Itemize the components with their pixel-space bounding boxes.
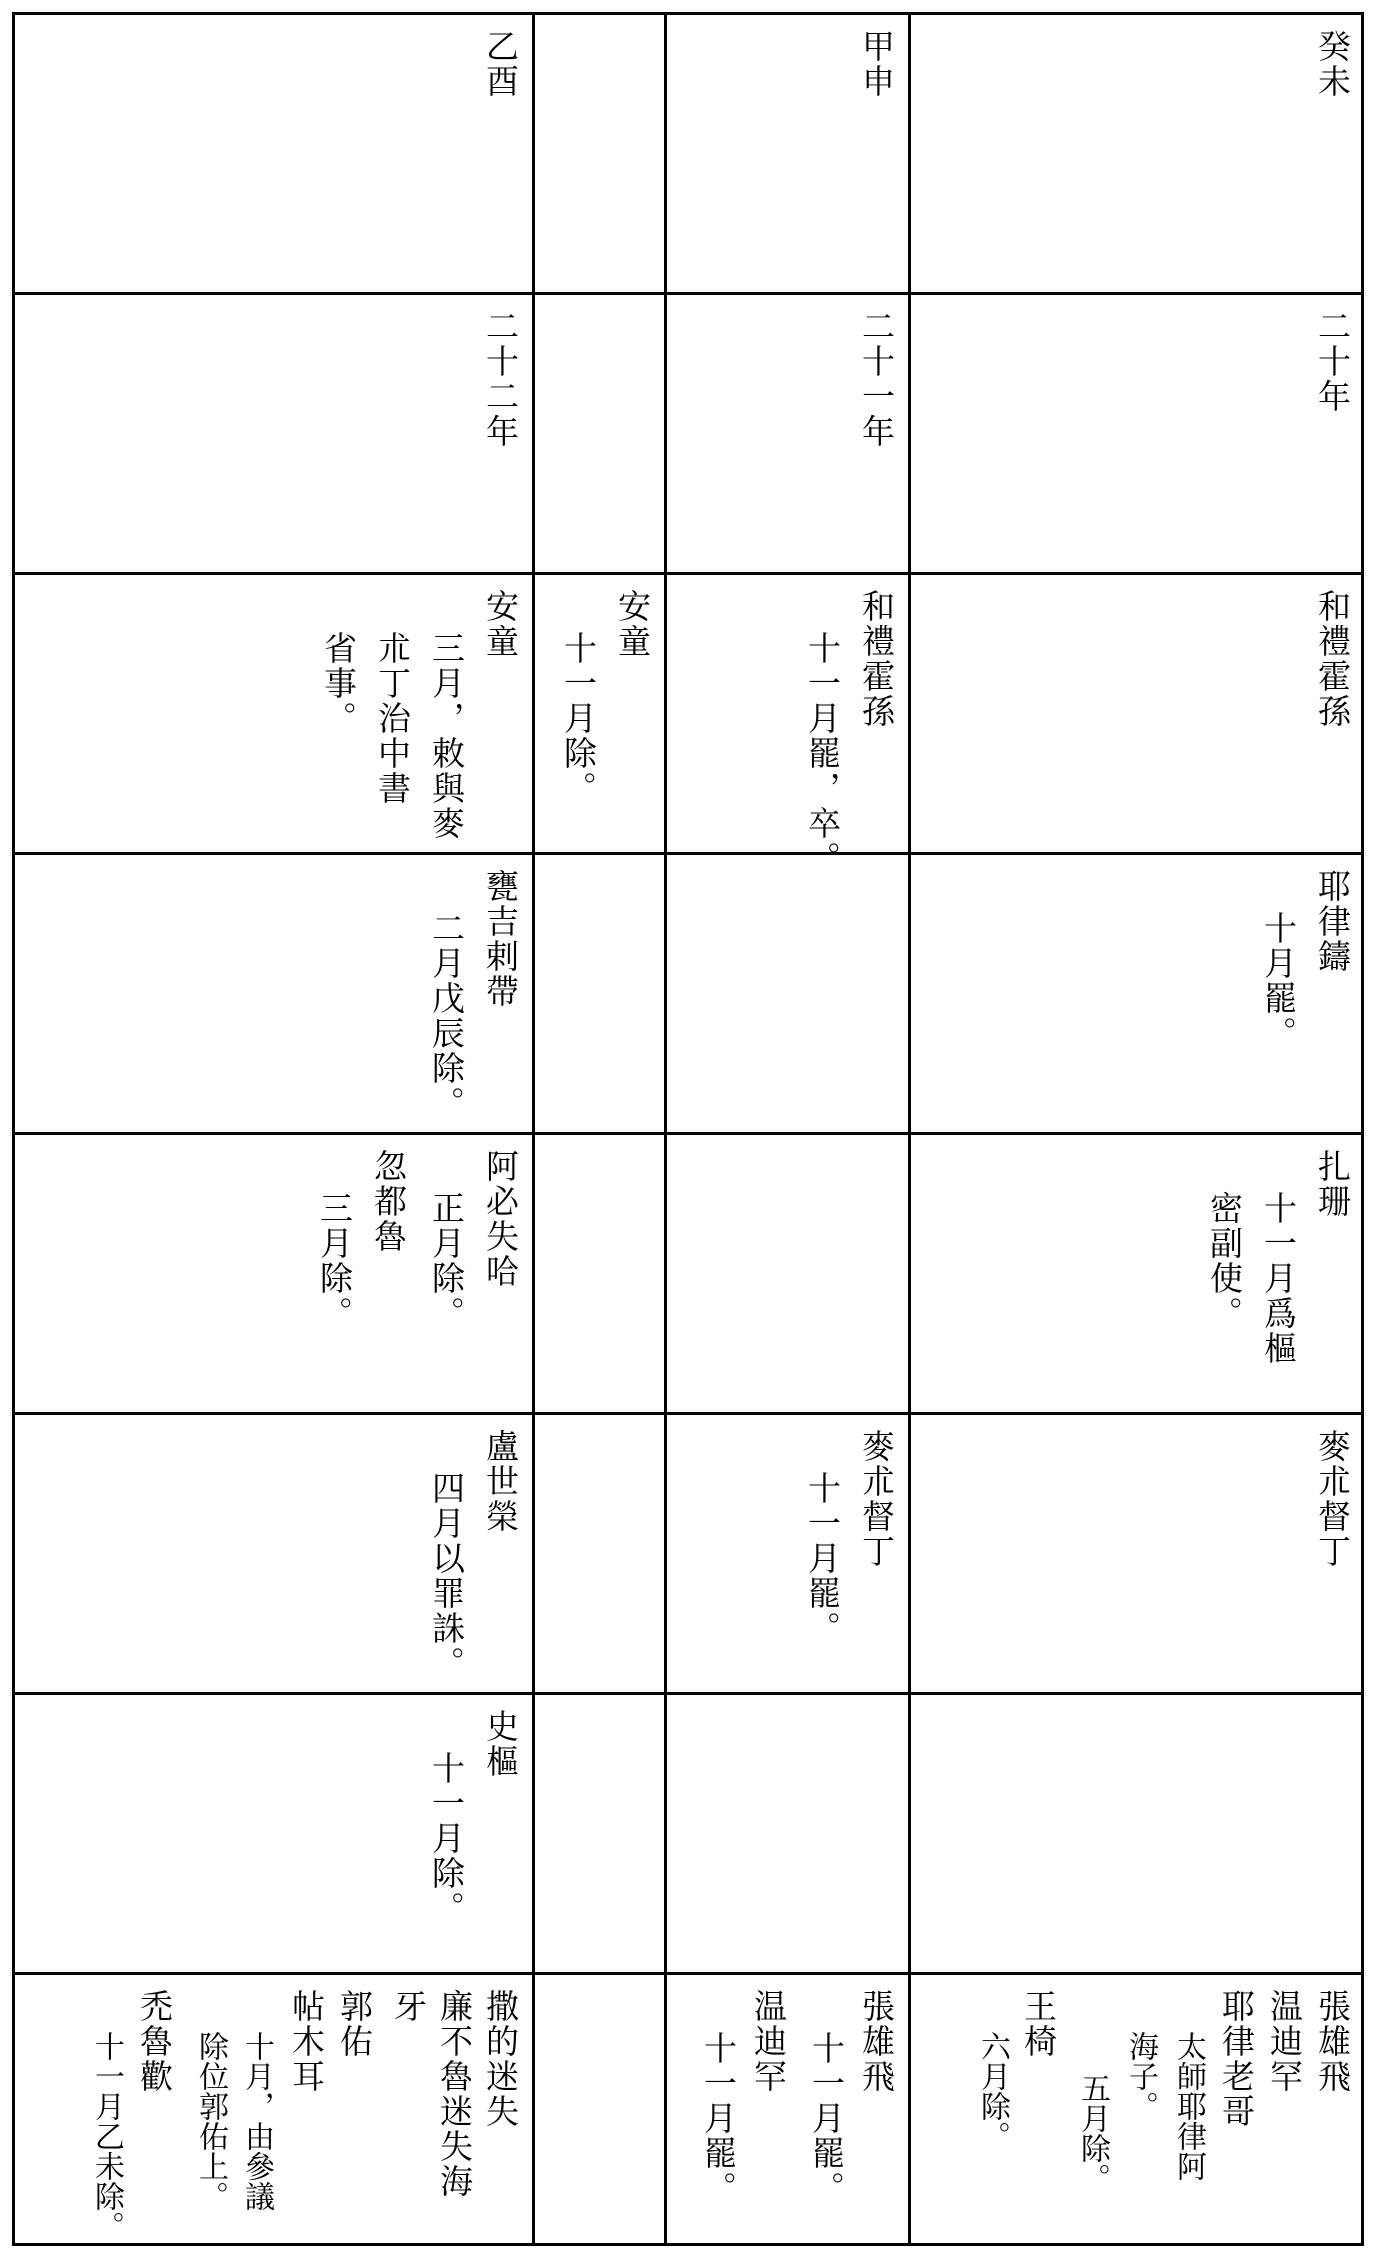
- c3-year: 甲申: [857, 29, 896, 99]
- annals-table: [12, 12, 1364, 2246]
- c2-reign-cell: [535, 295, 667, 575]
- entry-note: 三月，敕與麥: [427, 631, 466, 841]
- entry-name: 耶律老哥: [1217, 1989, 1256, 2129]
- entry-name: 扎珊: [1313, 1149, 1352, 1219]
- entry-note: 十月罷。: [1259, 911, 1298, 1051]
- c3-year-cell: [667, 15, 911, 295]
- entry-note: 除位郭佑上。: [193, 2031, 228, 2211]
- entry-note: 十一月乙未除。: [89, 2031, 124, 2241]
- entry-name: 安童: [613, 589, 652, 659]
- c4-reign-cell: [911, 295, 1364, 575]
- c3-r5-cell: [667, 1135, 911, 1415]
- c4-reign-year: 二十年: [1313, 309, 1352, 414]
- entry-note: 太師耶律阿: [1171, 2031, 1206, 2181]
- entry-note: 十一月罷。: [803, 1471, 842, 1646]
- c3-reign-cell: [667, 295, 911, 575]
- entry-note: 六月除。: [975, 2031, 1010, 2151]
- entry-name: 和禮霍孫: [857, 589, 896, 729]
- c1-year: 乙酉: [481, 29, 520, 99]
- entry-name: 史樞: [481, 1709, 520, 1779]
- c1-reign-cell: [15, 295, 535, 575]
- c1-r5-cell: [15, 1135, 535, 1415]
- c3-r6-cell: [667, 1415, 911, 1695]
- c1-r8-cell: [15, 1975, 535, 2243]
- c4-r7-cell: [911, 1695, 1364, 1975]
- entry-name: 温迪罕: [1265, 1989, 1304, 2094]
- entry-name: 麥朮督丁: [1313, 1429, 1352, 1569]
- entry-name: 王椅: [1019, 1989, 1058, 2059]
- entry-note: 密副使。: [1205, 1191, 1244, 1331]
- c3-r7-cell: [667, 1695, 911, 1975]
- entry-name: 禿魯歡: [135, 1989, 174, 2094]
- entry-note: 正月除。: [427, 1191, 466, 1331]
- c4-r4-cell: [911, 855, 1364, 1135]
- c1-year-cell: [15, 15, 535, 295]
- c4-year: 癸未: [1313, 29, 1352, 99]
- entry-note: 十一月除。: [559, 631, 598, 806]
- entry-name: 撒的迷失: [481, 1989, 520, 2129]
- entry-name: 張雄飛: [857, 1989, 896, 2094]
- entry-name: 耶律鑄: [1313, 869, 1352, 974]
- c4-r5-cell: [911, 1135, 1364, 1415]
- c4-r8-cell: [911, 1975, 1364, 2243]
- entry-note: 十一月罷，卒。: [803, 631, 842, 876]
- entry-name: 牙: [389, 1989, 428, 2024]
- c1-r6-cell: [15, 1415, 535, 1695]
- entry-note: 二月戊辰除。: [427, 911, 466, 1121]
- c2-r8-cell: [535, 1975, 667, 2243]
- entry-note: 三月除。: [315, 1191, 354, 1331]
- entry-note: 海子。: [1123, 2031, 1158, 2121]
- entry-note: 十一月罷。: [807, 2031, 846, 2206]
- c2-r7-cell: [535, 1695, 667, 1975]
- c1-r7-cell: [15, 1695, 535, 1975]
- c1-r4-cell: [15, 855, 535, 1135]
- entry-name: 郭佑: [335, 1989, 374, 2059]
- entry-name: 阿必失哈: [481, 1149, 520, 1289]
- entry-name: 甕吉剌帶: [481, 869, 520, 1009]
- c2-year-cell: [535, 15, 667, 295]
- entry-note: 十一月爲樞: [1259, 1191, 1298, 1366]
- entry-note: 朮丁治中書: [373, 631, 412, 806]
- c2-r6-cell: [535, 1415, 667, 1695]
- c3-reign-year: 二十一年: [857, 309, 896, 449]
- c3-r3-cell: [667, 575, 911, 876]
- entry-name: 張雄飛: [1313, 1989, 1352, 2094]
- c3-r8-cell: [667, 1975, 911, 2243]
- entry-name: 廉不魯迷失海: [435, 1989, 474, 2199]
- entry-name: 和禮霍孫: [1313, 589, 1352, 729]
- entry-name: 盧世榮: [481, 1429, 520, 1534]
- entry-note: 十一月除。: [427, 1751, 466, 1926]
- c1-reign-year: 二十二年: [481, 309, 520, 449]
- entry-name: 安童: [481, 589, 520, 659]
- entry-note: 十一月罷。: [699, 2031, 738, 2206]
- entry-note: 四月以罪誅。: [427, 1471, 466, 1681]
- c1-r3-cell: [15, 575, 535, 855]
- c2-r4-cell: [535, 855, 667, 1135]
- entry-name: 温迪罕: [749, 1989, 788, 2094]
- c3-r4-cell: [667, 855, 911, 1135]
- c4-r6-cell: [911, 1415, 1364, 1695]
- entry-note: 省事。: [319, 631, 358, 736]
- c4-year-cell: [911, 15, 1364, 295]
- c2-r3-cell: [535, 575, 667, 855]
- c4-r3-cell: [911, 575, 1364, 855]
- entry-name: 忽都魯: [369, 1149, 408, 1254]
- entry-note: 十月，由參議: [239, 2031, 274, 2211]
- entry-name: 麥朮督丁: [857, 1429, 896, 1569]
- entry-note: 五月除。: [1075, 2073, 1110, 2193]
- entry-name: 帖木耳: [287, 1989, 326, 2094]
- c2-r5-cell: [535, 1135, 667, 1415]
